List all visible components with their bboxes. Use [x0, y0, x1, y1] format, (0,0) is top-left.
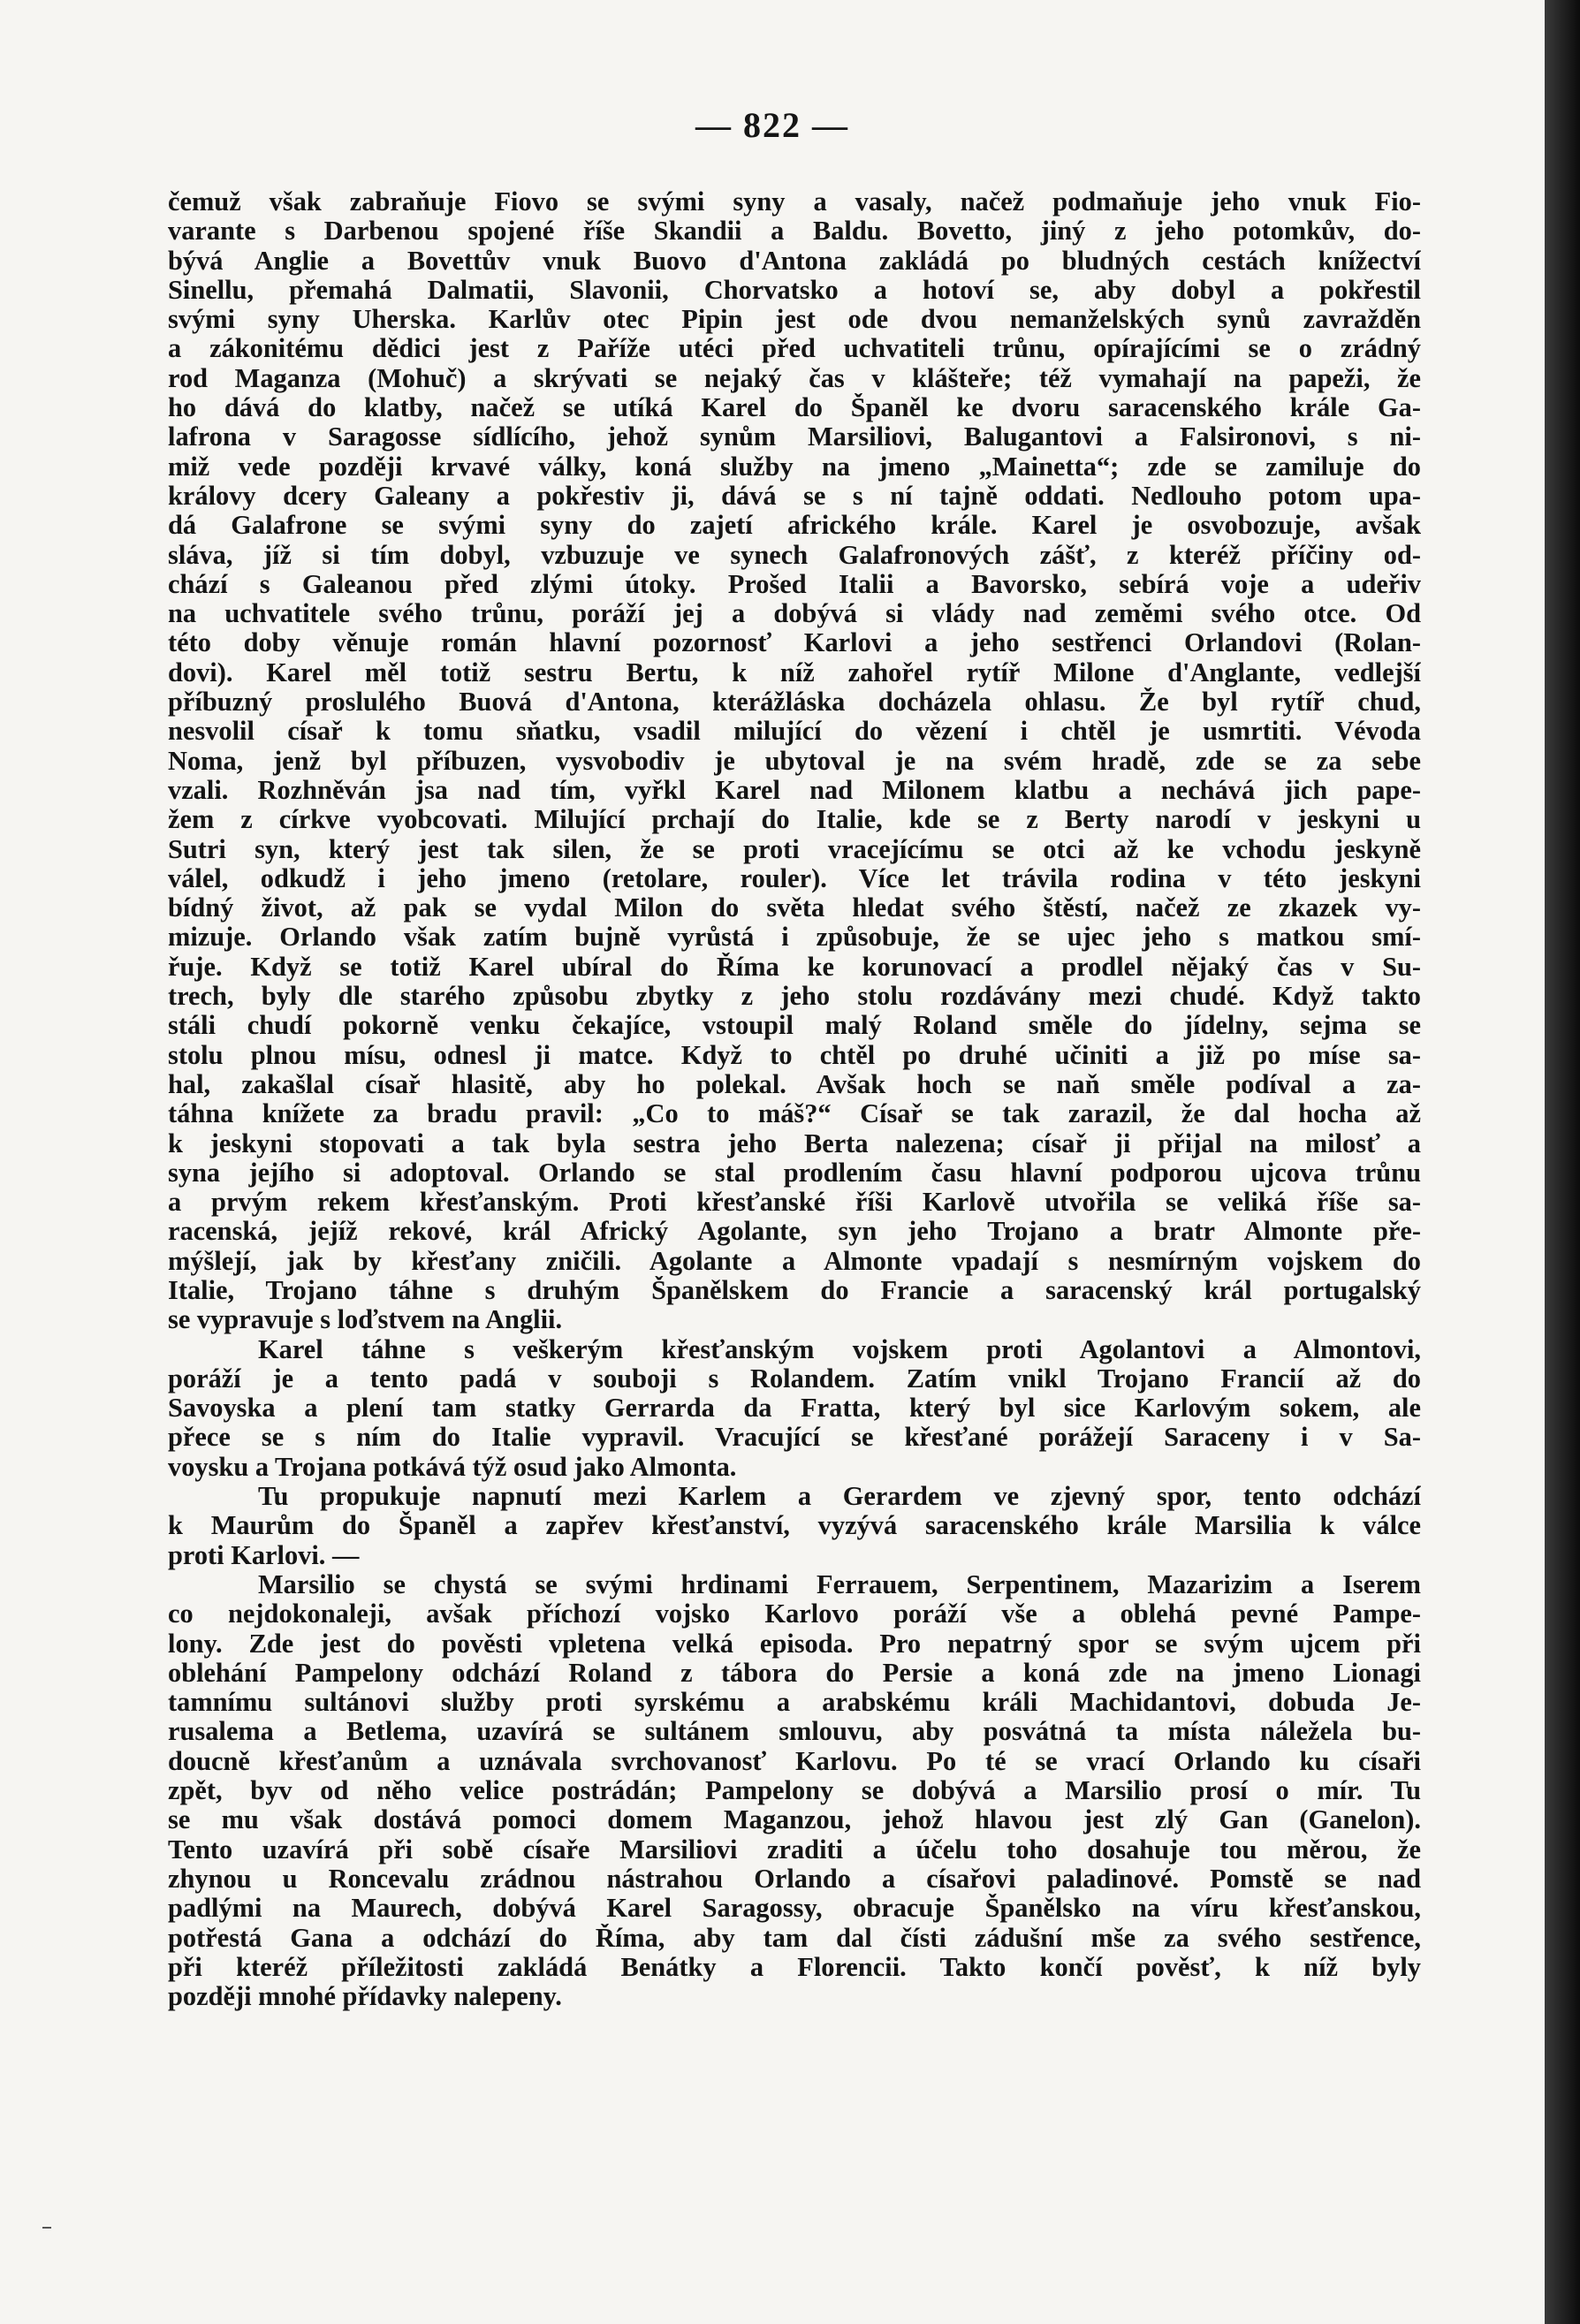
text-line: mýšlejí, jak by křesťany zničili. Agolante a Almonte vpadají s nesmírným vojskem do — [168, 1246, 1421, 1276]
text-line: poráží je a tento padá v souboji s Rolandem. Zatím vnikl Trojano Francií až do — [168, 1363, 1421, 1394]
scan-dark-edge — [1545, 0, 1580, 2324]
text-line: Noma, jenž byl příbuzen, vysvobodiv je ubytoval je na svém hradě, zde se za sebe — [168, 746, 1421, 776]
text-line: nesvolil císař k tomu sňatku, vsadil milující do vězení i chtěl je usmrtiti. Vévoda — [168, 717, 1421, 747]
text-line: stáli chudí pokorně venku čekajíce, vstoupil malý Roland směle do jídelny, sejma se — [168, 1011, 1421, 1041]
text-line: voysku a Trojana potkává týž osud jako Almonta. — [168, 1452, 737, 1482]
text-line: k Maurům do Španěl a zapřev křesťanství, vyzývá saracenského krále Marsilia k válce — [168, 1511, 1421, 1541]
text-line: táhna knížete za bradu pravil: „Co to máš?“ Císař se tak zarazil, že dal hocha až — [168, 1099, 1421, 1129]
text-line: miž vede později krvavé války, koná služby na jmeno „Mainetta“; zde se zamiluje do — [168, 452, 1421, 482]
text-line: se mu však dostává pomoci domem Maganzou, jehož hlavou jest zlý Gan (Ganelon). — [168, 1805, 1421, 1835]
text-line: Tento uzavírá při sobě císaře Marsiliovi zraditi a účelu toho dosahuje tou měrou, že — [168, 1834, 1421, 1865]
text-line: co nejdokonaleji, avšak příchozí vojsko Karlovo poráží vše a oblehá pevné Pampe- — [168, 1599, 1421, 1629]
text-line: dá Galafrone se svými syny do zajetí afrického krále. Karel je osvobozuje, avšak — [168, 511, 1421, 541]
text-line: Italie, Trojano táhne s druhým Španělskem do Francie a saracenský král portugalský — [168, 1275, 1421, 1305]
text-line: a prvým rekem křesťanským. Proti křesťanské říši Karlově utvořila se veliká říše sa- — [168, 1188, 1421, 1218]
text-line: na uchvatitele svého trůnu, poráží jej a dobývá si vlády nad zeměmi svého otce. Od — [168, 599, 1421, 629]
text-line: mizuje. Orlando však zatím bujně vyrůstá i způsobuje, že se ujec jeho s matkou smí- — [168, 923, 1421, 953]
text-line: varante s Darbenou spojené říše Skandii a Baldu. Bovetto, jiný z jeho potomkův, do- — [168, 216, 1421, 247]
text-line: královy dcery Galeany a pokřestiv ji, dává se s ní tajně oddati. Nedlouho potom upa- — [168, 481, 1421, 511]
text-line: při kteréž příležitosti zakládá Benátky a Florencii. Takto končí pověsť, k níž byly — [168, 1952, 1421, 1982]
text-line: chází s Galeanou před zlými útoky. Prošed Italii a Bavorsko, sebírá voje a udeřiv — [168, 569, 1421, 599]
text-line: stolu plnou mísu, odnesl ji matce. Když to chtěl po druhé učiniti a již po míse sa- — [168, 1040, 1421, 1070]
text-line: rod Maganza (Mohuč) a skrývati se nejaký čas v klášteře; též vymahají na papeži, že — [168, 363, 1421, 393]
page-body-text — [168, 187, 1421, 2011]
text-line: bídný život, až pak se vydal Milon do světa hledat svého štěstí, načež ze zkazek vy- — [168, 893, 1421, 923]
text-line: sláva, jíž si tím dobyl, vzbuzuje ve synech Galafronových zášť, z kteréž příčiny od- — [168, 540, 1421, 570]
margin-mark — [42, 2227, 51, 2229]
text-line: proti Karlovi. — — [168, 1540, 360, 1570]
text-line: lony. Zde jest do pověsti vpletena velká episoda. Pro nepatrný spor se svým ujcem při — [168, 1629, 1421, 1659]
text-line: hal, zakašlal císař hlasitě, aby ho polekal. Avšak hoch se naň směle podíval a za- — [168, 1069, 1421, 1099]
text-line: lafrona v Saragosse sídlícího, jehož synům Marsiliovi, Balugantovi a Falsironovi, s ni- — [168, 422, 1421, 452]
text-line: potřestá Gana a odchází do Říma, aby tam dal čísti zádušní mše za svého sestřence, — [168, 1923, 1421, 1953]
text-line: Savoyska a plení tam statky Gerrarda da Fratta, který byl sice Karlovým sokem, ale — [168, 1394, 1421, 1424]
page-number: — 822 — — [695, 105, 849, 145]
text-line: zpět, byv od něho velice postrádán; Pampelony se dobývá a Marsilio prosí o mír. Tu — [168, 1776, 1421, 1806]
text-line: trech, byly dle starého způsobu zbytky z jeho stolu rozdávány mezi chudé. Když takto — [168, 982, 1421, 1012]
text-line: padlými na Maurech, dobývá Karel Saragossy, obracuje Španělsko na víru křesťanskou, — [168, 1894, 1421, 1924]
text-line: žem z církve vyobcovati. Milující prchají do Italie, kde se z Berty narodí v jeskyni u — [168, 805, 1421, 835]
text-line: přece se s ním do Italie vypravil. Vracující se křesťané porážejí Saraceny i v Sa- — [168, 1423, 1421, 1453]
text-line: této doby věnuje román hlavní pozornosť Karlovi a jeho sestřenci Orlandovi (Rolan- — [168, 628, 1421, 658]
text-line: válel, odkudž i jeho jmeno (retolare, rouler). Více let trávila rodina v této jeskyni — [168, 863, 1421, 893]
text-line: racenská, jejíž rekové, král Africký Agolante, syn jeho Trojano a bratr Almonte pře- — [168, 1217, 1421, 1247]
text-line: svými syny Uherska. Karlův otec Pipin jest ode dvou nemanželských synů zavražděn — [168, 305, 1421, 335]
text-line: řuje. Když se totiž Karel ubíral do Říma ke korunovací a prodlel nějaký čas v Su- — [168, 952, 1421, 982]
text-line: Sinellu, přemahá Dalmatii, Slavonii, Chorvatsko a hotoví se, aby dobyl a pokřestil — [168, 275, 1421, 305]
text-line: oblehání Pampelony odchází Roland z tábora do Persie a koná zde na jmeno Lionagi — [168, 1658, 1421, 1688]
text-line: a zákonitému dědici jest z Paříže utéci před uchvatiteli trůnu, opírajícími se o zrádný — [168, 334, 1421, 364]
text-line: příbuzný proslulého Buová d'Antona, kterážláska docházela ohlasu. Že byl rytíř chud, — [168, 687, 1421, 718]
text-line: doucně křesťanům a uznávala svrchovanosť Karlovu. Po té se vrací Orlando ku císaři — [168, 1746, 1421, 1776]
text-line: později mnohé přídavky nalepeny. — [168, 1982, 562, 2012]
text-line: vzali. Rozhněván jsa nad tím, vyřkl Karel nad Milonem klatbu a nechává jich pape- — [168, 775, 1421, 805]
text-line: tamnímu sultánovi služby proti syrskému a arabskému králi Machidantovi, dobuda Je- — [168, 1688, 1421, 1718]
text-line: rusalema a Betlema, uzavírá se sultánem smlouvu, aby posvátná ta místa náležela bu- — [168, 1717, 1421, 1747]
text-line: zhynou u Roncevalu zrádnou nástrahou Orlando a císařovi paladinové. Pomstě se nad — [168, 1864, 1421, 1894]
text-line: syna jejího si adoptoval. Orlando se stal prodlením času hlavní podporou ujcova trůnu — [168, 1158, 1421, 1188]
text-line: Tu propukuje napnutí mezi Karlem a Gerardem ve zjevný spor, tento odchází — [258, 1482, 1421, 1512]
text-line: dovi). Karel měl totiž sestru Bertu, k níž zahořel rytíř Milone d'Anglante, vedlejší — [168, 657, 1421, 687]
text-line: k jeskyni stopovati a tak byla sestra jeho Berta nalezena; císař ji přijal na milosť a — [168, 1128, 1421, 1158]
text-line: bývá Anglie a Bovettův vnuk Buovo d'Antona zakládá po bludných cestách knížectví — [168, 246, 1421, 276]
text-line: čemuž však zabraňuje Fiovo se svými syny a vasaly, načež podmaňuje jeho vnuk Fio- — [168, 187, 1421, 216]
text-line: Karel táhne s veškerým křesťanským vojskem proti Agolantovi a Almontovi, — [258, 1334, 1421, 1364]
text-line: Sutri syn, který jest tak silen, že se proti vracejícímu se otci až ke vchodu jeskyně — [168, 834, 1421, 864]
text-line: ho dává do klatby, načež se utíká Karel do Španěl ke dvoru saracenského krále Ga- — [168, 393, 1421, 423]
text-line: Marsilio se chystá se svými hrdinami Ferrauem, Serpentinem, Mazarizim a Iserem — [258, 1569, 1421, 1599]
text-line: se vypravuje s loďstvem na Anglii. — [168, 1305, 563, 1335]
